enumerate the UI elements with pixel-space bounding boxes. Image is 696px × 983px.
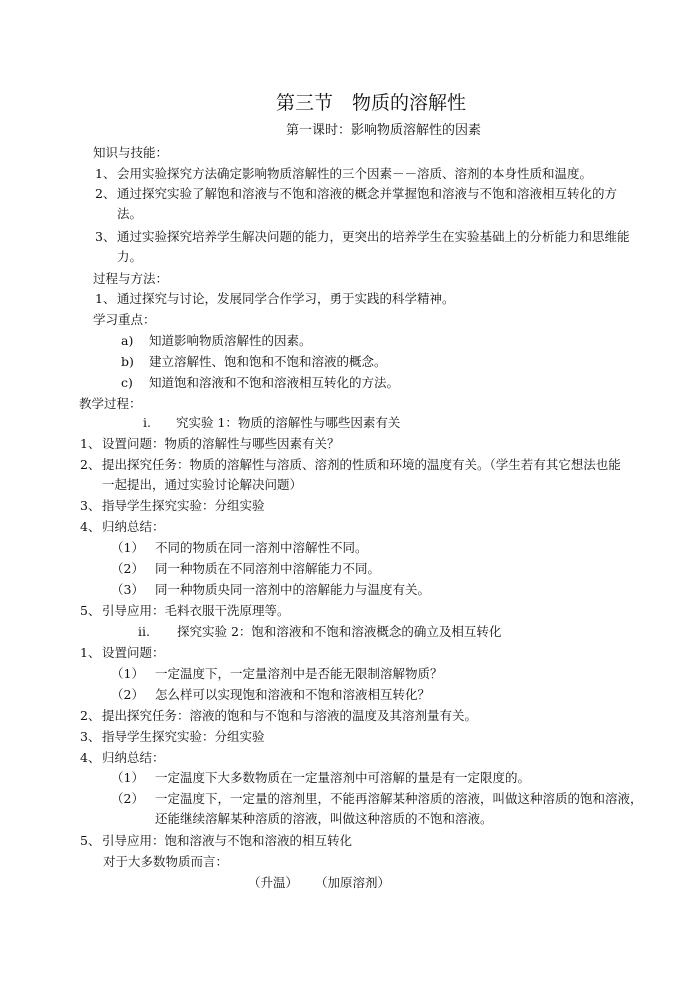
- exp1-summary-2-num: （2）: [111, 561, 144, 576]
- exp2-application-num: 5、: [80, 833, 101, 848]
- process-item-1-text: 通过探究与讨论，发展同学合作学习，勇于实践的科学精神。: [117, 291, 455, 306]
- keypoint-c-num: c): [121, 375, 133, 390]
- knowledge-item-2-text: 通过探究实验了解饱和溶液与不饱和溶液的概念并掌握饱和溶液与不饱和溶液相互转化的方: [117, 186, 618, 201]
- exp1-step-4-text: 归纳总结：: [102, 519, 165, 534]
- keypoint-b-text: 建立溶解性、饱和饱和不饱和溶液的概念。: [149, 354, 387, 369]
- process-heading: 过程与方法：: [93, 271, 169, 286]
- exp2-step-1-num: 1、: [80, 645, 101, 660]
- exp2-step-3-num: 3、: [80, 729, 101, 744]
- exp2-question-2-text: 怎么样可以实现饱和溶液和不饱和溶液相互转化？: [155, 687, 431, 702]
- keypoints-heading: 学习重点：: [93, 312, 156, 327]
- process-item-1-num: 1、: [95, 291, 116, 306]
- page-title: 第三节 物质的溶解性: [276, 92, 467, 114]
- exp1-summary-3-num: （3）: [111, 582, 144, 597]
- exp2-summary-1-num: （1）: [111, 770, 144, 785]
- knowledge-heading: 知识与技能：: [93, 145, 169, 160]
- arrow-label-heat: （升温）: [248, 875, 299, 890]
- knowledge-item-1-text: 会用实验探究方法确定影响物质溶解性的三个因素－－溶质、溶剂的本身性质和温度。: [117, 166, 593, 181]
- exp2-summary-2-cont: 还能继续溶解某种溶质的溶液，叫做这种溶质的不饱和溶液。: [155, 811, 493, 826]
- exp2-question-1-text: 一定温度下，一定量溶剂中是否能无限制溶解物质？: [155, 666, 443, 681]
- exp2-note: 对于大多数物质而言：: [103, 854, 229, 869]
- exp1-step-1-num: 1、: [80, 436, 101, 451]
- exp2-step-2-num: 2、: [80, 708, 101, 723]
- arrow-label-add-solvent: （加原溶剂）: [315, 875, 391, 890]
- exp2-summary-2-num: （2）: [111, 791, 144, 806]
- exp1-summary-3-text: 同一种物质央同一溶剂中的溶解能力与温度有关。: [155, 582, 431, 597]
- keypoint-c-text: 知道饱和溶液和不饱和溶液相互转化的方法。: [149, 375, 400, 390]
- exp1-step-2-cont: 一起提出，通过实验讨论解决问题）: [102, 477, 303, 492]
- exp1-step-4-num: 4、: [80, 519, 101, 534]
- exp2-question-2-num: （2）: [111, 687, 144, 702]
- exp2-question-1-num: （1）: [111, 666, 144, 681]
- exp1-summary-2-text: 同一种物质在不同溶剂中溶解能力不同。: [155, 561, 381, 576]
- exp2-step-4-num: 4、: [80, 750, 101, 765]
- exp2-summary-1-text: 一定温度下大多数物质在一定量溶剂中可溶解的量是有一定限度的。: [155, 770, 531, 785]
- exp2-step-4-text: 归纳总结：: [102, 750, 165, 765]
- exp2-step-2-text: 提出探究任务：溶液的饱和与不饱和与溶液的温度及其溶剂量有关。: [102, 708, 478, 723]
- page-subtitle: 第一课时：影响物质溶解性的因素: [286, 123, 482, 138]
- exp1-summary-1-text: 不同的物质在同一溶剂中溶解性不同。: [155, 540, 368, 555]
- exp2-step-3-text: 指导学生探究实验：分组实验: [102, 729, 265, 744]
- keypoint-b-num: b): [121, 354, 134, 369]
- exp1-step-1-text: 设置问题：物质的溶解性与哪些因素有关？: [102, 436, 340, 451]
- knowledge-item-3-text: 通过实验探究培养学生解决问题的能力，更突出的培养学生在实验基础上的分析能力和思维能: [117, 229, 630, 244]
- exp1-step-3-text: 指导学生探究实验：分组实验: [102, 498, 265, 513]
- keypoint-a-num: a): [121, 333, 134, 348]
- exp2-application-text: 引导应用：饱和溶液与不饱和溶液的相互转化: [102, 833, 353, 848]
- exp1-application-num: 5、: [80, 603, 101, 618]
- knowledge-item-1-num: 1、: [95, 166, 116, 181]
- exp1-num: i.: [143, 415, 151, 430]
- exp1-title: 究实验 1：物质的溶解性与哪些因素有关: [176, 415, 401, 430]
- knowledge-item-3-cont: 力。: [117, 249, 143, 264]
- knowledge-item-2-cont: 法。: [117, 206, 143, 221]
- exp1-step-3-num: 3、: [80, 498, 101, 513]
- keypoint-a-text: 知道影响物质溶解性的因素。: [149, 333, 312, 348]
- exp1-step-2-text: 提出探究任务：物质的溶解性与溶质、溶剂的性质和环境的温度有关。（学生若有其它想法也能: [102, 457, 621, 472]
- exp1-application-text: 引导应用：毛料衣服干洗原理等。: [102, 603, 290, 618]
- knowledge-item-3-num: 3、: [95, 229, 116, 244]
- knowledge-item-2-num: 2、: [95, 186, 116, 201]
- teaching-heading: 教学过程：: [79, 396, 142, 411]
- exp2-num: ii.: [138, 624, 150, 639]
- exp1-step-2-num: 2、: [80, 457, 101, 472]
- exp2-title: 探究实验 2：饱和溶液和不饱和溶液概念的确立及相互转化: [177, 624, 502, 639]
- exp1-summary-1-num: （1）: [111, 540, 144, 555]
- exp2-summary-2-text: 一定温度下，一定量的溶剂里，不能再溶解某种溶质的溶液，叫做这种溶质的饱和溶液，: [155, 791, 643, 806]
- exp2-step-1-text: 设置问题：: [102, 645, 165, 660]
